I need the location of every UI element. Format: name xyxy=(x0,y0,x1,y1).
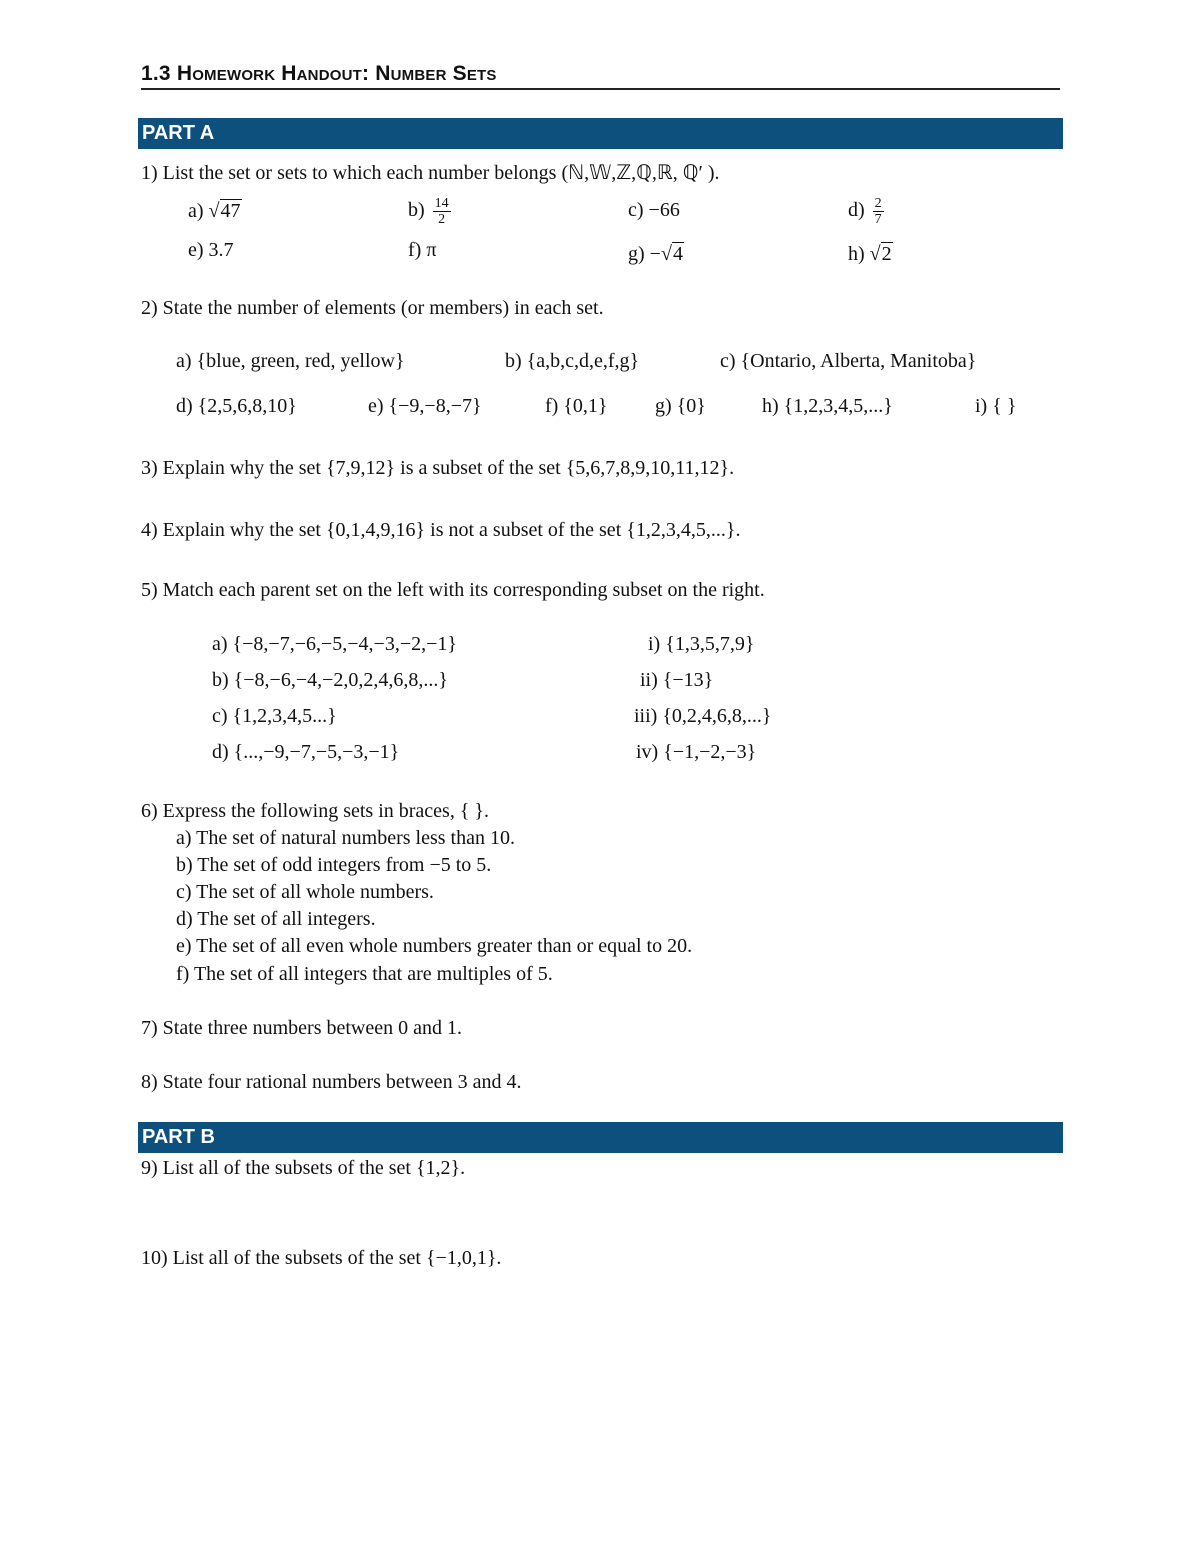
q1-e-label: e) xyxy=(188,239,204,261)
q1-a-label: a) xyxy=(188,200,204,222)
q2-item-g: g) {0} xyxy=(655,395,706,417)
q1-b-denominator: 2 xyxy=(438,212,446,227)
q1-item-e xyxy=(188,239,234,262)
q1-b-numerator: 14 xyxy=(434,196,449,211)
page-title: 1.3 Homework Handout: Number Sets xyxy=(141,62,1060,90)
q5-subset-i: i) {1,3,5,7,9} xyxy=(648,633,755,655)
q5-parent-b: b) {−8,−6,−4,−2,0,2,4,6,8,...} xyxy=(212,669,448,691)
question-7: 7) State three numbers between 0 and 1. xyxy=(141,1017,463,1039)
question-5: 5) Match each parent set on the left with its corresponding subset on the right. xyxy=(141,579,765,601)
q2-item-h: h) {1,2,3,4,5,...} xyxy=(762,395,893,417)
q1-item-h xyxy=(848,243,893,266)
q5-parent-d: d) {...,−9,−7,−5,−3,−1} xyxy=(212,741,400,763)
q1-h-label: h) xyxy=(848,243,865,265)
question-2: 2) State the number of elements (or members) in each set. xyxy=(141,297,604,319)
q5-subset-iv: iv) {−1,−2,−3} xyxy=(636,741,757,763)
q1-item-c xyxy=(628,199,680,222)
q2-item-b: b) {a,b,c,d,e,f,g} xyxy=(505,350,640,372)
q2-item-a: a) {blue, green, red, yellow} xyxy=(176,350,405,372)
q1-item-d xyxy=(848,196,884,227)
neg-sqrt-symbol: −√ xyxy=(649,243,672,265)
q6-item-c: c) The set of all whole numbers. xyxy=(176,881,434,903)
q5-subset-ii: ii) {−13} xyxy=(640,669,714,691)
part-a-header: PART A xyxy=(138,118,1063,149)
q1-item-a xyxy=(188,200,242,223)
q1-d-label: d) xyxy=(848,199,865,222)
question-3: 3) Explain why the set {7,9,12} is a subset of the set {5,6,7,8,9,10,11,12}. xyxy=(141,457,735,479)
q1-d-numerator: 2 xyxy=(874,196,882,211)
q1-item-g xyxy=(628,243,684,266)
q1-g-label: g) xyxy=(628,243,645,265)
question-9: 9) List all of the subsets of the set {1,2}. xyxy=(141,1157,466,1179)
q5-parent-a: a) {−8,−7,−6,−5,−4,−3,−2,−1} xyxy=(212,633,457,655)
q1-b-label: b) xyxy=(408,199,425,222)
q1-f-value: π xyxy=(426,239,437,261)
question-6: 6) Express the following sets in braces, { }. xyxy=(141,800,490,822)
q2-item-f: f) {0,1} xyxy=(545,395,608,417)
q2-item-d: d) {2,5,6,8,10} xyxy=(176,395,297,417)
part-b-header: PART B xyxy=(138,1122,1063,1153)
q5-subset-iii: iii) {0,2,4,6,8,...} xyxy=(634,705,772,727)
q2-item-c: c) {Ontario, Alberta, Manitoba} xyxy=(720,350,977,372)
q1-g-value: 4 xyxy=(672,243,683,265)
q5-parent-c: c) {1,2,3,4,5...} xyxy=(212,705,337,727)
q1-c-value: −66 xyxy=(648,199,680,221)
sqrt-symbol: √ xyxy=(869,243,881,265)
q2-item-e: e) {−9,−8,−7} xyxy=(368,395,482,417)
question-10: 10) List all of the subsets of the set {−1,0,1}. xyxy=(141,1247,502,1269)
q1-a-value: 47 xyxy=(220,200,241,222)
sqrt-symbol: √ xyxy=(208,200,220,222)
q6-item-a: a) The set of natural numbers less than 10. xyxy=(176,827,515,849)
q1-h-value: 2 xyxy=(881,243,892,265)
q6-item-b: b) The set of odd integers from −5 to 5. xyxy=(176,854,492,876)
q6-item-f: f) The set of all integers that are multiples of 5. xyxy=(176,963,553,985)
q1-item-f xyxy=(408,239,436,262)
q1-item-b xyxy=(408,196,451,227)
q6-item-e: e) The set of all even whole numbers greater than or equal to 20. xyxy=(176,935,693,957)
q2-item-i: i) { } xyxy=(975,395,1017,417)
q1-c-label: c) xyxy=(628,199,644,221)
q1-f-label: f) xyxy=(408,239,422,261)
question-4: 4) Explain why the set {0,1,4,9,16} is not a subset of the set {1,2,3,4,5,...}. xyxy=(141,519,741,541)
question-1: 1) List the set or sets to which each number belongs (ℕ,𝕎,ℤ,ℚ,ℝ, ℚ′ ). xyxy=(141,162,720,184)
q1-e-value: 3.7 xyxy=(208,239,234,261)
q1-d-denominator: 7 xyxy=(874,212,882,227)
question-8: 8) State four rational numbers between 3 and 4. xyxy=(141,1071,522,1093)
q6-item-d: d) The set of all integers. xyxy=(176,908,376,930)
